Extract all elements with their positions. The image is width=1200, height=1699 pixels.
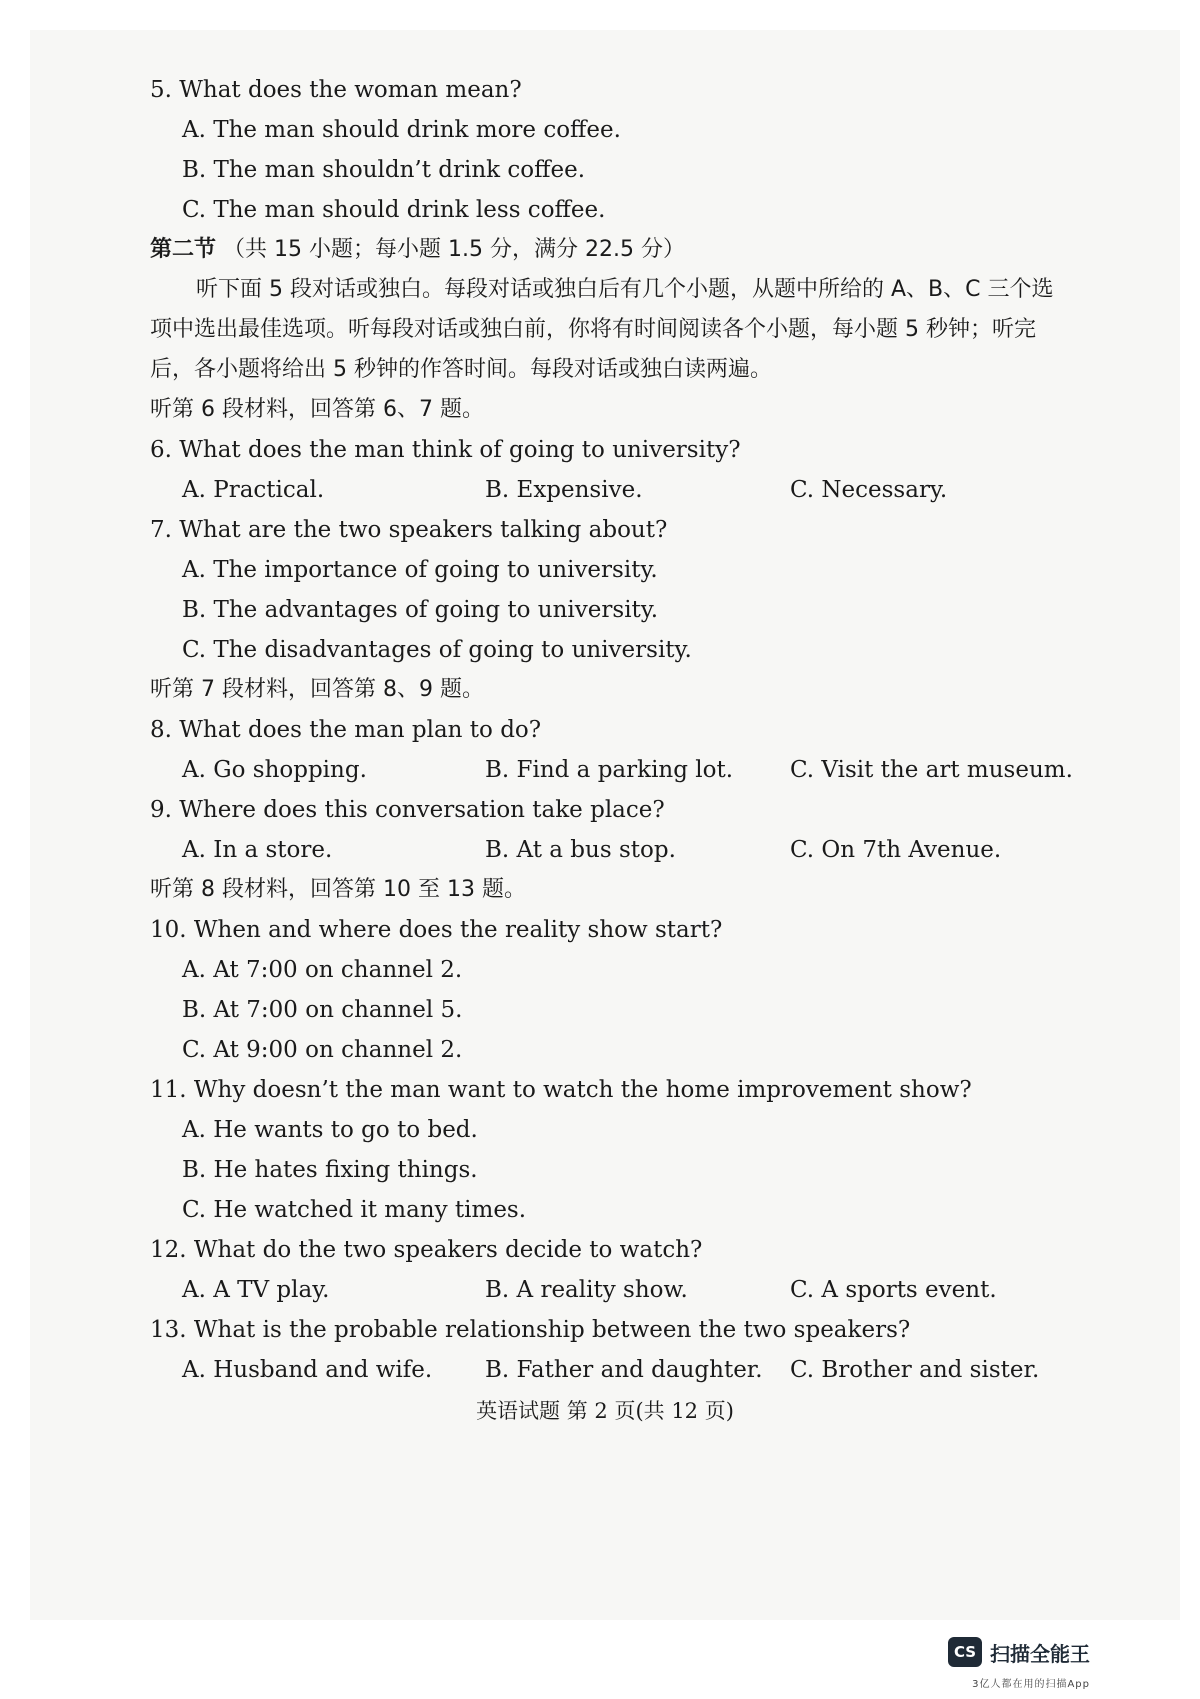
question-8-options	[150, 750, 1160, 790]
question-5-option-b: B. The man shouldn’t drink coffee.	[182, 157, 586, 183]
question-9-option-b: B. At a bus stop.	[485, 837, 676, 863]
question-6-options	[150, 470, 1160, 510]
group-6-lead: 听第 6 段材料，回答第 6、7 题。	[150, 397, 484, 422]
question-8-option-c: C. Visit the art museum.	[790, 757, 1073, 783]
question-11-option-a: A. He wants to go to bed.	[182, 1117, 478, 1143]
question-10-stem: 10. When and where does the reality show start?	[150, 917, 723, 943]
question-6-option-c: C. Necessary.	[790, 477, 948, 503]
question-8-option-a: A. Go shopping.	[182, 757, 367, 783]
exam-content	[150, 70, 1160, 1390]
scanner-badge-icon: CS	[948, 1637, 982, 1667]
question-5-option-c: C. The man should drink less coffee.	[182, 197, 606, 223]
question-12-stem: 12. What do the two speakers decide to watch?	[150, 1237, 703, 1263]
question-8-stem: 8. What does the man plan to do?	[150, 717, 542, 743]
section-2-heading	[150, 230, 1160, 270]
question-7-stem: 7. What are the two speakers talking about?	[150, 517, 668, 543]
question-10-option-a: A. At 7:00 on channel 2.	[182, 957, 463, 983]
question-13-option-c: C. Brother and sister.	[790, 1357, 1040, 1383]
question-10-option-b: B. At 7:00 on channel 5.	[182, 997, 463, 1023]
question-12-option-c: C. A sports event.	[790, 1277, 997, 1303]
question-8-option-b: B. Find a parking lot.	[485, 757, 734, 783]
section-2-instructions: 听下面 5 段对话或独白。每段对话或独白后有几个小题，从题中所给的 A、B、C 三个选项中选出最佳选项。听每段对话或独白前，你将有时间阅读各个小题，每小题 5 秒钟；听完后，各小题将给出 5 秒钟的作答时间。每段对话或独白读两遍。	[150, 277, 1054, 382]
question-7-option-b: B. The advantages of going to university.	[182, 597, 659, 623]
group-7-lead: 听第 7 段材料，回答第 8、9 题。	[150, 677, 484, 702]
question-6-option-b: B. Expensive.	[485, 477, 643, 503]
question-12-option-b: B. A reality show.	[485, 1277, 688, 1303]
question-5-stem: 5. What does the woman mean?	[150, 77, 522, 103]
question-9-option-a: A. In a store.	[182, 837, 333, 863]
question-9-option-c: C. On 7th Avenue.	[790, 837, 1002, 863]
question-13-stem: 13. What is the probable relationship between the two speakers?	[150, 1317, 911, 1343]
question-11-stem: 11. Why doesn’t the man want to watch the home improvement show?	[150, 1077, 972, 1103]
question-9-stem: 9. Where does this conversation take place?	[150, 797, 665, 823]
scanner-watermark-bar	[0, 1620, 1200, 1699]
question-6-stem: 6. What does the man think of going to university?	[150, 437, 741, 463]
section-2-subtitle: （共 15 小题；每小题 1.5 分，满分 22.5 分）	[223, 237, 685, 262]
question-13-options	[150, 1350, 1160, 1390]
scanner-app-name: 扫描全能王	[990, 1641, 1090, 1666]
question-7-option-a: A. The importance of going to university.	[182, 557, 658, 583]
page-footer: 英语试题 第 2 页(共 12 页)	[476, 1399, 734, 1423]
exam-page	[30, 30, 1180, 1620]
question-12-option-a: A. A TV play.	[182, 1277, 330, 1303]
question-6-option-a: A. Practical.	[182, 477, 325, 503]
question-9-options	[150, 830, 1160, 870]
group-8-lead: 听第 8 段材料，回答第 10 至 13 题。	[150, 877, 526, 902]
question-10-option-c: C. At 9:00 on channel 2.	[182, 1037, 463, 1063]
question-13-option-b: B. Father and daughter.	[485, 1357, 763, 1383]
question-7-option-c: C. The disadvantages of going to university.	[182, 637, 692, 663]
question-5-option-a: A. The man should drink more coffee.	[182, 117, 621, 143]
question-13-option-a: A. Husband and wife.	[182, 1357, 433, 1383]
section-2-title: 第二节	[150, 237, 217, 262]
question-11-option-c: C. He watched it many times.	[182, 1197, 527, 1223]
scanner-tagline: 3亿人都在用的扫描App	[972, 1679, 1090, 1690]
scanner-logo	[948, 1635, 1090, 1669]
question-12-options	[150, 1270, 1160, 1310]
question-11-option-b: B. He hates fixing things.	[182, 1157, 478, 1183]
